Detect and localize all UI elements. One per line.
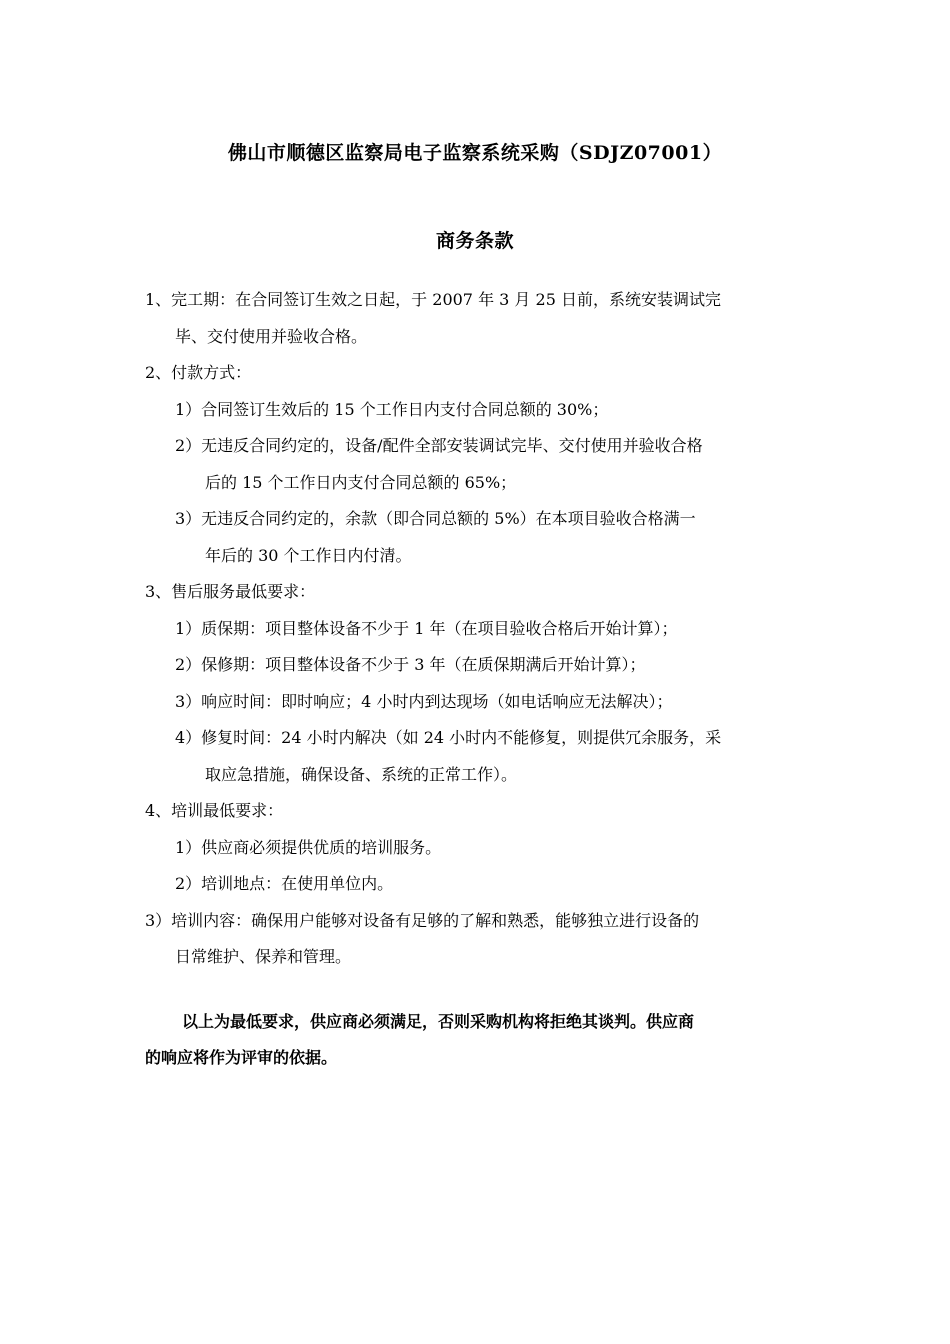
closing-line-2: 的响应将作为评审的依据。 <box>145 1048 338 1067</box>
clause-1-line-1: 1、完工期：在合同签订生效之日起，于 2007 年 3 月 25 日前，系统安装调试完 <box>145 290 721 309</box>
clause-4-item-1: 1）供应商必须提供优质的培训服务。 <box>175 837 442 857</box>
clause-2-item-1: 1）合同签订生效后的 15 个工作日内支付合同总额的 30%； <box>175 399 609 419</box>
clause-3-item-3: 3）响应时间：即时响应；4 小时内到达现场（如电话响应无法解决）； <box>175 691 673 711</box>
clause-2-item-3-line-1: 3）无违反合同约定的，余款（即合同总额的 5%）在本项目验收合格满一 <box>175 509 696 528</box>
clause-2-item-2-line-1: 2）无违反合同约定的，设备/配件全部安装调试完毕、交付使用并验收合格 <box>175 436 703 455</box>
closing-line-1: 以上为最低要求，供应商必须满足，否则采购机构将拒绝其谈判。供应商 <box>182 1012 695 1031</box>
document-title: 佛山市顺德区监察局电子监察系统采购（SDJZ07001） <box>227 142 723 164</box>
clause-3-item-2: 2）保修期：项目整体设备不少于 3 年（在质保期满后开始计算）； <box>175 655 646 674</box>
clause-3-item-4-line-2: 取应急措施，确保设备、系统的正常工作）。 <box>205 764 518 784</box>
section-title: 商务条款 <box>435 230 514 252</box>
clause-2-item-3-line-2: 年后的 30 个工作日内付清。 <box>205 545 412 565</box>
clause-4-item-2: 2）培训地点：在使用单位内。 <box>175 874 394 893</box>
clause-4-item-3-line-1: 3）培训内容：确保用户能够对设备有足够的了解和熟悉，能够独立进行设备的 <box>145 910 700 930</box>
clause-4-heading: 4、培训最低要求： <box>145 801 284 820</box>
clauses-body <box>145 282 810 976</box>
clause-3-heading: 3、售后服务最低要求： <box>145 582 316 601</box>
clause-3-item-1: 1）质保期：项目整体设备不少于 1 年（在项目验收合格后开始计算）； <box>175 618 678 638</box>
clause-1-line-2: 毕、交付使用并验收合格。 <box>175 326 368 346</box>
closing-statement <box>145 1004 810 1076</box>
clause-3-item-4-line-1: 4）修复时间：24 小时内解决（如 24 小时内不能修复，则提供冗余服务，采 <box>175 728 722 747</box>
clause-4-item-3-line-2: 日常维护、保养和管理。 <box>175 947 352 966</box>
clause-2-item-2-line-2: 后的 15 个工作日内支付合同总额的 65%； <box>205 472 517 492</box>
clause-2-heading: 2、付款方式： <box>145 363 252 382</box>
